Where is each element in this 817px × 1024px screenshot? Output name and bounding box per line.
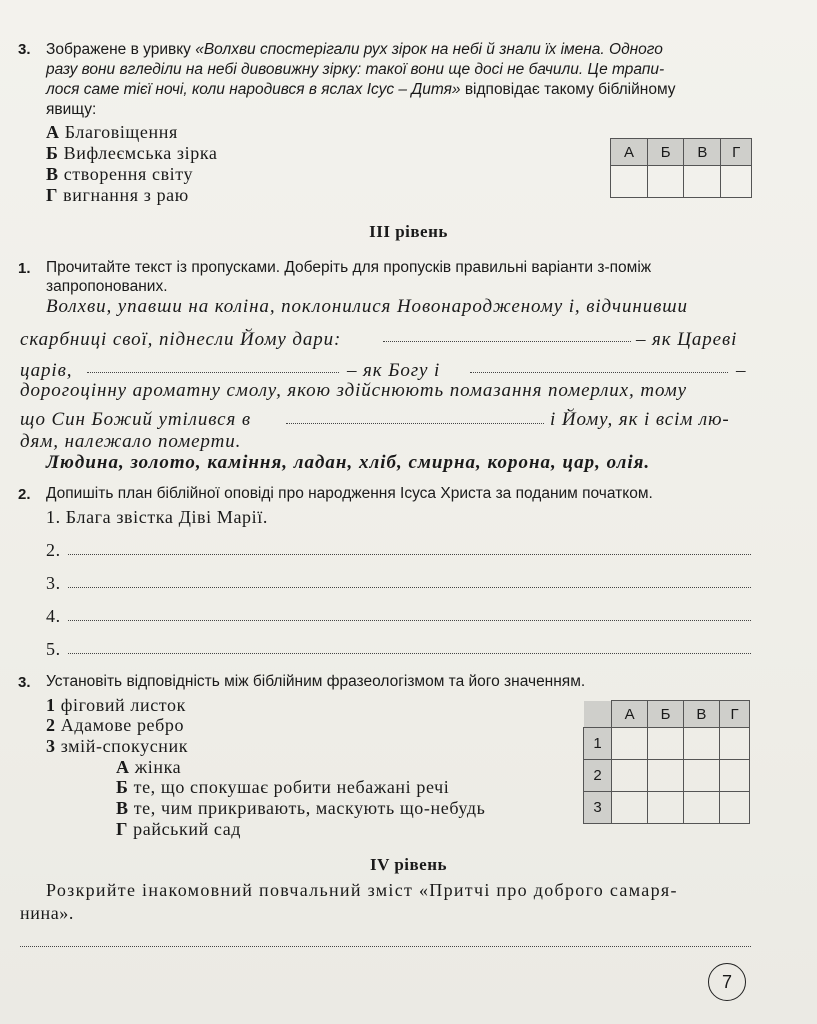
- plan-answer-line[interactable]: [68, 619, 751, 621]
- task-number: 3.: [18, 674, 31, 691]
- answer-cell[interactable]: [648, 792, 684, 824]
- plan-item: 2.: [46, 540, 61, 560]
- gap-text-line: – як Богу і: [347, 360, 441, 381]
- gap-text-line: дям, належало померти.: [20, 431, 242, 452]
- gap-text-line: Волхви, упавши на коліна, поклонилися Новонародженому і, відчинивши: [46, 296, 688, 317]
- answer-cell[interactable]: [720, 792, 750, 824]
- answer-cell[interactable]: [721, 166, 752, 198]
- task-text-line: Допишіть план біблійної оповіді про народження Ісуса Христа за поданим початком.: [46, 485, 653, 502]
- answer-cell[interactable]: [648, 728, 684, 760]
- level-title: ІІІ рівень: [369, 222, 448, 241]
- plan-answer-line[interactable]: [68, 652, 751, 654]
- gap-text-line: що Син Божий утілився в: [20, 409, 252, 430]
- answer-option-c: В створення світу: [46, 164, 194, 184]
- gap-text-line: дорогоцінну ароматну смолу, якою здійснюють помазання померлих, тому: [20, 380, 687, 401]
- gap-blank[interactable]: [383, 340, 631, 342]
- gap-text-line: –: [736, 360, 747, 381]
- answer-cell[interactable]: [612, 792, 648, 824]
- gap-blank[interactable]: [286, 422, 544, 424]
- grid-header: В: [684, 139, 721, 166]
- meaning-item: Г райський сад: [116, 819, 242, 839]
- answer-cell[interactable]: [612, 760, 648, 792]
- grid-row-label: 2: [584, 760, 612, 792]
- gap-text-line: царів,: [20, 360, 73, 381]
- grid-row-label: 3: [584, 792, 612, 824]
- level-title: IV рівень: [369, 855, 448, 874]
- answer-cell[interactable]: [611, 166, 648, 198]
- quote-text: лося саме тієї ночі, коли народився в яслах Ісус – Дитя»: [46, 81, 461, 98]
- answer-option-a: А Благовіщення: [46, 122, 178, 142]
- task-text-line: [46, 60, 664, 79]
- plan-answer-line[interactable]: [68, 553, 751, 555]
- meaning-item: Б те, що спокушає робити небажані речі: [116, 777, 450, 797]
- task-text-line: [46, 80, 676, 99]
- gap-blank[interactable]: [470, 371, 728, 373]
- answer-cell[interactable]: [684, 166, 721, 198]
- grid-header: В: [683, 701, 719, 728]
- task-text: відповідає такому біблійному: [460, 81, 676, 98]
- answer-cell[interactable]: [683, 792, 719, 824]
- answer-cell[interactable]: [612, 728, 648, 760]
- task-number: 1.: [18, 260, 31, 277]
- idiom-item: 1 фіговий листок: [46, 695, 186, 715]
- task-text-line: запропонованих.: [46, 278, 168, 295]
- grid-row-label: 1: [584, 728, 612, 760]
- idiom-item: 2 Адамове ребро: [46, 715, 185, 735]
- plan-item: 3.: [46, 573, 61, 593]
- answer-cell[interactable]: [647, 166, 683, 198]
- gap-blank[interactable]: [87, 371, 339, 373]
- plan-answer-line[interactable]: [68, 586, 751, 588]
- grid-corner: [584, 701, 612, 728]
- plan-item: 1. Блага звістка Діві Марії.: [46, 507, 268, 527]
- gap-text-line: – як Цареві: [636, 329, 738, 350]
- page-number: 7: [708, 963, 746, 1001]
- task-text-line: Розкрийте інакомовний повчальний зміст «Притчі про доброго самаря-: [46, 880, 678, 900]
- answer-grid: [610, 138, 752, 198]
- grid-header: Г: [720, 701, 750, 728]
- grid-header: А: [612, 701, 648, 728]
- idiom-item: 3 змій-спокусник: [46, 736, 189, 756]
- gap-text-line: і Йому, як і всім лю-: [550, 409, 730, 430]
- plan-item: 4.: [46, 606, 61, 626]
- grid-header: А: [611, 139, 648, 166]
- grid-header: Г: [721, 139, 752, 166]
- task-text-line: Прочитайте текст із пропусками. Доберіть для пропусків правильні варіанти з-поміж: [46, 259, 652, 276]
- word-bank: Людина, золото, каміння, ладан, хліб, смирна, корона, цар, олія.: [46, 452, 651, 473]
- grid-header: Б: [648, 701, 684, 728]
- answer-option-d: Г вигнання з раю: [46, 185, 189, 205]
- task-text-line: Установіть відповідність між біблійним фразеологізмом та його значенням.: [46, 673, 586, 690]
- task-number: 2.: [18, 486, 31, 503]
- task-text-line: нина».: [20, 903, 74, 923]
- gap-text-line: скарбниці свої, піднесли Йому дари:: [20, 329, 342, 350]
- quote-text: «Волхви спостерігали рух зірок на небі й знали їх імена. Одного: [195, 41, 663, 58]
- meaning-item: А жінка: [116, 757, 182, 777]
- essay-answer-line[interactable]: [20, 945, 751, 947]
- task-number: 3.: [18, 41, 31, 58]
- task-text-line: [46, 40, 663, 59]
- task-text-line: явищу:: [46, 101, 97, 118]
- quote-text: разу вони вгледіли на небі дивовижну зірку: такої вони ще досі не бачили. Це трапи-: [46, 61, 665, 78]
- answer-option-b: Б Вифлеємська зірка: [46, 143, 218, 163]
- meaning-item: В те, чим прикривають, маскують що-небудь: [116, 798, 486, 818]
- answer-cell[interactable]: [720, 760, 750, 792]
- answer-cell[interactable]: [648, 760, 684, 792]
- task-intro: Зображене в уривку: [46, 41, 196, 58]
- answer-cell[interactable]: [683, 728, 719, 760]
- plan-item: 5.: [46, 639, 61, 659]
- answer-cell[interactable]: [720, 728, 750, 760]
- grid-header: Б: [647, 139, 683, 166]
- answer-cell[interactable]: [683, 760, 719, 792]
- matching-grid: [583, 700, 750, 824]
